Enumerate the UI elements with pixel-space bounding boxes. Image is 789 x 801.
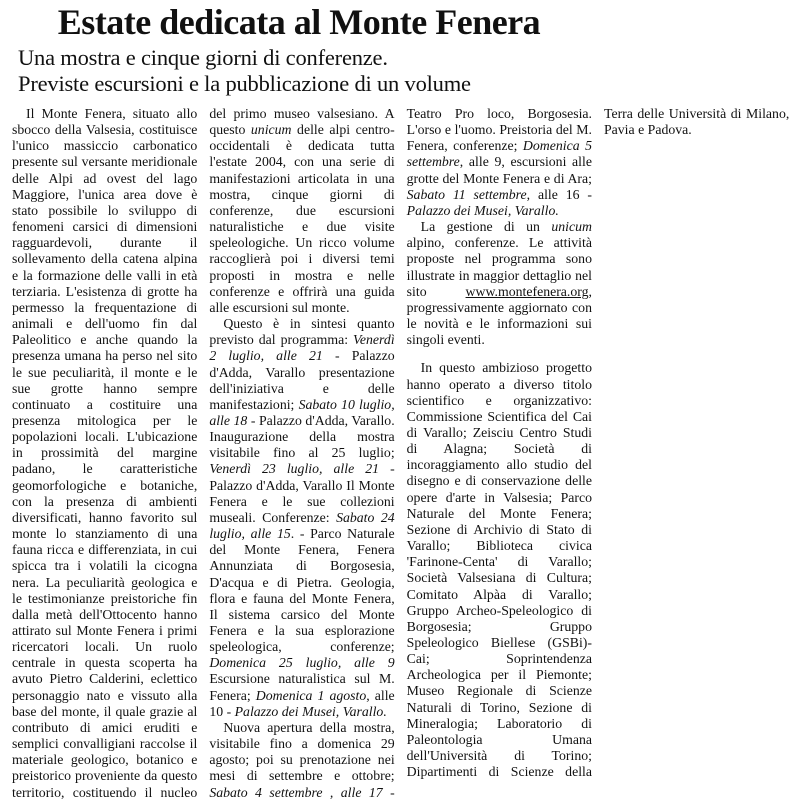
text: alpino, conferenze. Le attività proposte nel programma sono illustrate in maggior dettaglio nel sito: [406, 235, 592, 299]
text: - Palazzo d'Adda, Varallo. Inaugurazione della mostra visitabile fino al 25 luglio;: [209, 412, 395, 461]
event-date: Sabato 10 luglio, alle 18: [209, 396, 395, 428]
text: - Palazzo d'Adda, Varallo presentazione dell'iniziativa e delle manifestazioni;: [209, 348, 395, 412]
website-link[interactable]: www.montefenera.org: [465, 283, 589, 299]
event-date: Venerdì 2 luglio, alle 21: [209, 332, 395, 364]
text: , alle 9, escursioni alle grotte del Monte Fenera e di Ara;: [406, 154, 592, 186]
text: Escursione naturalistica sul M. Fenera;: [209, 671, 395, 703]
text: , progressivamente aggiornato con le novità e le informazioni sui singoli eventi.: [406, 283, 592, 348]
text: - Teatro Pro loco, Borgosesia. L'orso e l'uomo. Preistoria del M. Fenera, conferenze;: [382, 106, 592, 800]
emphasis: unicum: [250, 122, 292, 138]
text: La gestione di un: [420, 219, 540, 235]
article-subheadline-2: Previste escursioni e la pubblicazione di un volume: [18, 71, 471, 96]
event-date: Domenica 5 settembre: [406, 138, 592, 170]
event-date: Domenica 1 agosto: [255, 687, 367, 703]
text: Nuova apertura della mostra, visitabile fino a domenica 29 agosto; poi su prenotazione nei mesi di settembre e ottobre;: [209, 719, 395, 784]
text: In questo ambizioso progetto hanno operato a diverso titolo scientifico e organizzativo: Commissione Scientifica del Cai di Varallo; Zeisciu Centro Studi di Alagna; Società di incoraggiamento allo studio del disegno e di conservazione delle opere d'arte in Valsesia; Parco Naturale del Monte Fenera; Sezione di Archivio di Stato di Varallo; Biblioteca civica 'Farinone-Centa' di Varallo; Società Valsesiana di Cultura; Comitato Alpàa di Varallo; Gruppo Archeo-Speleologico di Borgosesia; Gruppo Speleologico Biellese (GSBi)-Cai; Soprintendenza Archeologica per il Piemonte; Museo Regionale di Scienze Naturali di Torino, Sezione di Mineralogia; Laboratorio di Paleontologia Umana dell'Università di Torino; Dipartimenti di Scienze della Terra delle Università di Milano, Pavia e Padova.: [406, 106, 789, 780]
text: delle alpi centro-occidentali è dedicata tutta l'estate 2004, con una serie di manifestazioni articolata in una mostra, cinque giorni di conferenze, due escursioni naturalistiche e due visite speleologiche. Un ricco volume raccoglierà poi i diversi temi proposti in mostra e nelle conferenze e offrirà una guida alle escursioni sul monte.: [209, 122, 395, 315]
article-body: [12, 106, 789, 801]
text: , alle 16 -: [526, 186, 592, 202]
event-date: Domenica 25 luglio, alle 9: [209, 655, 395, 671]
event-place: Palazzo dei Musei, Varallo.: [406, 202, 559, 218]
text: , alle 10 -: [209, 687, 395, 719]
event-date: Sabato 4 settembre , alle 17: [209, 784, 383, 800]
event-place: Palazzo dei Musei, Varallo.: [234, 703, 387, 719]
text: Il Monte Fenera, situato allo sbocco della Valsesia, costituisce l'unico massiccio carbonatico presente sul versante meridionale delle Alpi ad ovest del lago Maggiore, l'unica area dove è stato possibile lo sviluppo di fenomeni carsici di dimensioni ragguardevoli, durante il sollevamento della catena alpina e la formazione delle valli in età terziaria. L'esistenza di grotte ha permesso la frequentazione di animali e dell'uomo fin dal Paleolitico e anche quando la presenza umana ha perso nel sito le sue peculiarità, il monte e le sue grotte hanno sempre continuato a costituire una presenza mitologica per le popolazioni locali. L'ubicazione in prossimità del margine padano, le caratteristiche geomorfologiche e botaniche, con la presenza di ambienti diversificati, hanno favorito sul monte lo stanziamento di una fauna ricca e differenziata, in cui spicca tra i volatili la cicogna nera. La peculiarità geologica e le testimonianze preistoriche fin dalla metà dell'Ottocento hanno attirato sul Monte Fenera i primi ricercatori locali. Un ruolo centrale in questa scoperta ha avuto Pietro Calderini, eclettico personaggio nato e vissuto alla base del monte, il quale grazie al contributo di amici eruditi e semplici convalligiani raccolse il materiale geologico, botanico e preistorico proveniente da questo territorio, costituendo il nucleo del primo museo valsesiano. A questo: [12, 106, 395, 800]
event-date: Sabato 11 settembre: [406, 186, 527, 202]
emphasis: unicum: [551, 219, 592, 235]
text: - Palazzo d'Adda, Varallo Il Monte Fenera e le sue collezioni museali. Conferenze:: [209, 461, 395, 525]
article-headline: Estate dedicata al Monte Fenera: [57, 2, 541, 42]
event-date: Venerdì 23 luglio, alle 21: [209, 461, 380, 477]
paragraph-website: [407, 219, 592, 348]
event-date: Sabato 24 luglio, alle 15: [209, 509, 395, 542]
text: . - Parco Naturale del Monte Fenera, Fenera Annunziata di Borgosesia, D'acqua e di Pietra. Geologia, flora e fauna del Monte Fenera, Il sistema carsico del Monte Fenera e la sua esplorazione speleologica, conferenze;: [209, 526, 395, 655]
article-subheadline-1: Una mostra e cinque giorni di conferenze.: [18, 45, 388, 70]
paragraph-program: [209, 316, 394, 720]
text: Questo è in sintesi quanto previsto dal programma:: [209, 316, 395, 348]
